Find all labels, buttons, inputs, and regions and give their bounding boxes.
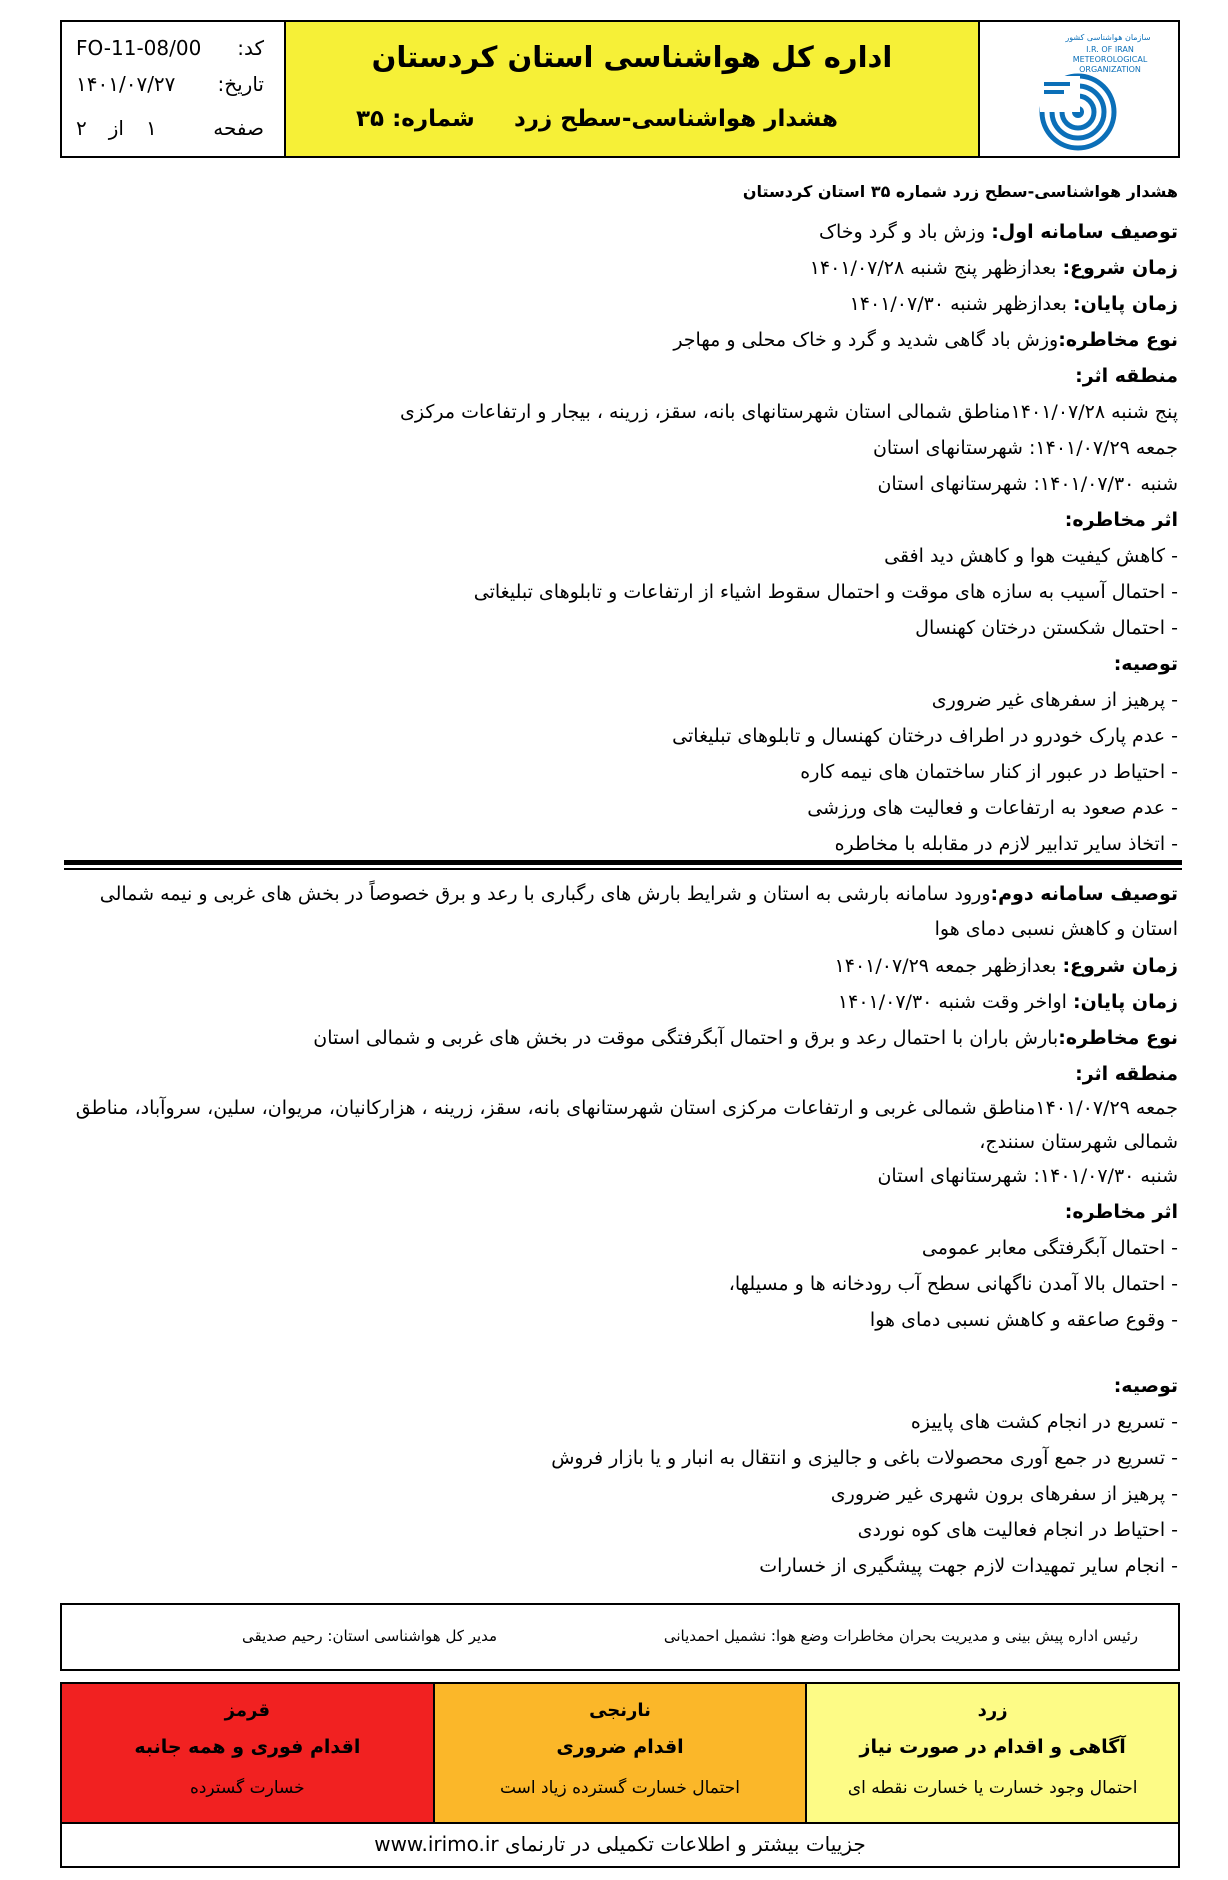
system2-impact-item: - احتمال آبگرفتگی معابر عمومی [921, 1237, 1178, 1259]
level-red-note: خسارت گسترده [189, 1778, 305, 1798]
level-yellow [805, 1684, 1178, 1822]
signature-box [60, 1603, 1180, 1671]
system1-hazard-label: نوع مخاطره: [1058, 329, 1178, 351]
system1-advice-item: - عدم صعود به ارتفاعات و فعالیت های ورزشی [807, 797, 1178, 819]
level-red-action: اقدام فوری و همه جانبه [134, 1736, 361, 1758]
system1-advice-item: - اتخاذ سایر تدابیر لازم در مقابله با مخاطره [834, 833, 1178, 855]
footer-website-note: جزییات بیشتر و اطلاعات تکمیلی در تارنمای www.irimo.ir [60, 1822, 1180, 1868]
level-orange [433, 1684, 806, 1822]
system2-description [100, 880, 1178, 908]
level-orange-name: نارنجی [589, 1700, 651, 1721]
system1-hazard-value: وزش باد گاهی شدید و گرد و خاک محلی و مهاجر [673, 329, 1059, 351]
system2-end [838, 988, 1178, 1016]
system2-start-label: زمان شروع: [1062, 955, 1178, 977]
system2-advice-item: - پرهیز از سفرهای برون شهری غیر ضروری [830, 1483, 1178, 1505]
warning-subtitle: هشدار هواشناسی-سطح زرد [514, 106, 838, 132]
system2-end-label: زمان پایان: [1072, 991, 1178, 1013]
system1-area-label: منطقه اثر: [1075, 365, 1178, 387]
level-yellow-name: زرد [977, 1700, 1008, 1721]
system2-start-value: بعدازظهر جمعه ۱۴۰۱/۰۷/۲۹ [834, 955, 1063, 977]
system1-area-item: پنج شنبه ۱۴۰۱/۰۷/۲۸مناطق شمالی استان شهرستانهای بانه، سقز، زرینه ، بیجار و ارتفاعات مرکزی [400, 401, 1178, 423]
system2-area-line: شمالی شهرستان سنندج، [979, 1131, 1178, 1153]
system1-impact-item: - کاهش کیفیت هوا و کاهش دید افقی [884, 545, 1178, 567]
system1-description-label: توصیف سامانه اول: [991, 221, 1178, 243]
level-orange-action: اقدام ضروری [556, 1736, 684, 1758]
level-orange-note: احتمال خسارت گسترده زیاد است [499, 1778, 740, 1798]
system1-impact-item: - احتمال شکستن درختان کهنسال [915, 617, 1178, 639]
code-label: کد: [237, 36, 264, 60]
date-value: ۱۴۰۱/۰۷/۲۷ [76, 72, 176, 96]
system2-description-line2: استان و کاهش نسبی دمای هوا [934, 918, 1178, 940]
doc-heading: هشدار هواشناسی-سطح زرد شماره ۳۵ استان کردستان [742, 182, 1178, 201]
forecast-head-signature: رئیس اداره پیش بینی و مدیریت بحران مخاطرات وضع هوا: نشمیل احمدیانی [663, 1627, 1138, 1645]
system2-advice-item: - انجام سایر تمهیدات لازم جهت پیشگیری از خسارات [759, 1555, 1178, 1577]
system2-hazard [313, 1024, 1178, 1052]
system2-area-label: منطقه اثر: [1075, 1063, 1178, 1085]
system2-area-line: جمعه ۱۴۰۱/۰۷/۲۹مناطق شمالی غربی و ارتفاعات مرکزی استان شهرستانهای بانه، سقز، زرینه ، هزارکانیان، مریوان، سلین، سروآباد، مناطق [75, 1097, 1178, 1119]
level-yellow-note: احتمال وجود خسارت یا خسارت نقطه ای [847, 1778, 1138, 1798]
system2-description-line1: ورود سامانه بارشی به استان و شرایط بارش های رگباری با رعد و برق خصوصاً در بخش های غربی و نیمه شمالی [99, 883, 991, 905]
system1-area-item: جمعه ۱۴۰۱/۰۷/۲۹: شهرستانهای استان [872, 437, 1178, 459]
system2-area-line: شنبه ۱۴۰۱/۰۷/۳۰: شهرستانهای استان [877, 1165, 1178, 1187]
system2-start [835, 952, 1178, 980]
system2-advice-label: توصیه: [1113, 1375, 1178, 1397]
system1-advice-label: توصیه: [1113, 653, 1178, 675]
logo-text-en-3: ORGANIZATION [1079, 65, 1141, 74]
system2-advice-item: - تسریع در انجام کشت های پاییزه [910, 1411, 1178, 1433]
system1-impact-label: اثر مخاطره: [1064, 509, 1178, 531]
system1-area-item: شنبه ۱۴۰۱/۰۷/۳۰: شهرستانهای استان [877, 473, 1178, 495]
system2-end-value: اواخر وقت شنبه ۱۴۰۱/۰۷/۳۰ [837, 991, 1073, 1013]
system1-advice-item: - عدم پارک خودرو در اطراف درختان کهنسال و تابلوهای تبلیغاتی [672, 725, 1178, 747]
logo-text-en-2: METEOROLOGICAL [1072, 55, 1148, 64]
page-of: از [108, 116, 124, 140]
system1-end-label: زمان پایان: [1072, 293, 1178, 315]
org-title: اداره کل هواشناسی استان کردستان [371, 40, 893, 74]
system1-advice-item: - پرهیز از سفرهای غیر ضروری [931, 689, 1178, 711]
logo-text-fa: سازمان هواشناسی کشور [1065, 33, 1151, 42]
code-value: FO-11-08/00 [76, 36, 202, 60]
system1-end-value: بعدازظهر شنبه ۱۴۰۱/۰۷/۳۰ [849, 293, 1073, 315]
page-total: ۲ [76, 116, 87, 140]
system2-description-label: توصیف سامانه دوم: [990, 883, 1178, 905]
system2-hazard-label: نوع مخاطره: [1058, 1027, 1178, 1049]
system2-hazard-value: بارش باران با احتمال رعد و برق و احتمال آبگرفتگی موقت در بخش های غربی و شمالی استان [313, 1027, 1059, 1049]
page-current: ۱ [145, 116, 157, 140]
system2-impact-item: - وقوع صاعقه و کاهش نسبی دمای هوا [869, 1309, 1178, 1331]
system1-start-value: بعدازظهر پنج شنبه ۱۴۰۱/۰۷/۲۸ [809, 257, 1063, 279]
logo-text-en-1: I.R. OF IRAN [1086, 45, 1134, 54]
level-yellow-action: آگاهی و اقدام در صورت نیاز [859, 1736, 1126, 1758]
system1-description-value: وزش باد و گرد وخاک [819, 221, 992, 243]
system1-impact-item: - احتمال آسیب به سازه های موقت و احتمال سقوط اشیاء از ارتفاعات و تابلوهای تبلیغاتی [473, 581, 1178, 603]
system2-advice-item: - تسریع در جمع آوری محصولات باغی و جالیزی و انتقال به انبار و یا بازار فروش [551, 1447, 1178, 1469]
system2-advice-item: - احتیاط در انجام فعالیت های کوه نوردی [857, 1519, 1178, 1541]
level-red-name: قرمز [224, 1700, 270, 1721]
system2-impact-item: - احتمال بالا آمدن ناگهانی سطح آب رودخانه ها و مسیلها، [728, 1273, 1178, 1295]
director-signature: مدیر کل هواشناسی استان: رحیم صدیقی [242, 1627, 498, 1645]
warning-number: شماره: ۳۵ [356, 106, 475, 132]
warning-level-legend [60, 1682, 1180, 1824]
level-red [62, 1684, 433, 1822]
system1-advice-item: - احتیاط در عبور از کنار ساختمان های نیمه کاره [800, 761, 1178, 783]
page-label: صفحه [213, 116, 264, 140]
system2-section [70, 0, 1178, 1600]
system2-impact-label: اثر مخاطره: [1064, 1201, 1178, 1223]
date-label: تاریخ: [217, 72, 264, 96]
system1-start-label: زمان شروع: [1062, 257, 1178, 279]
